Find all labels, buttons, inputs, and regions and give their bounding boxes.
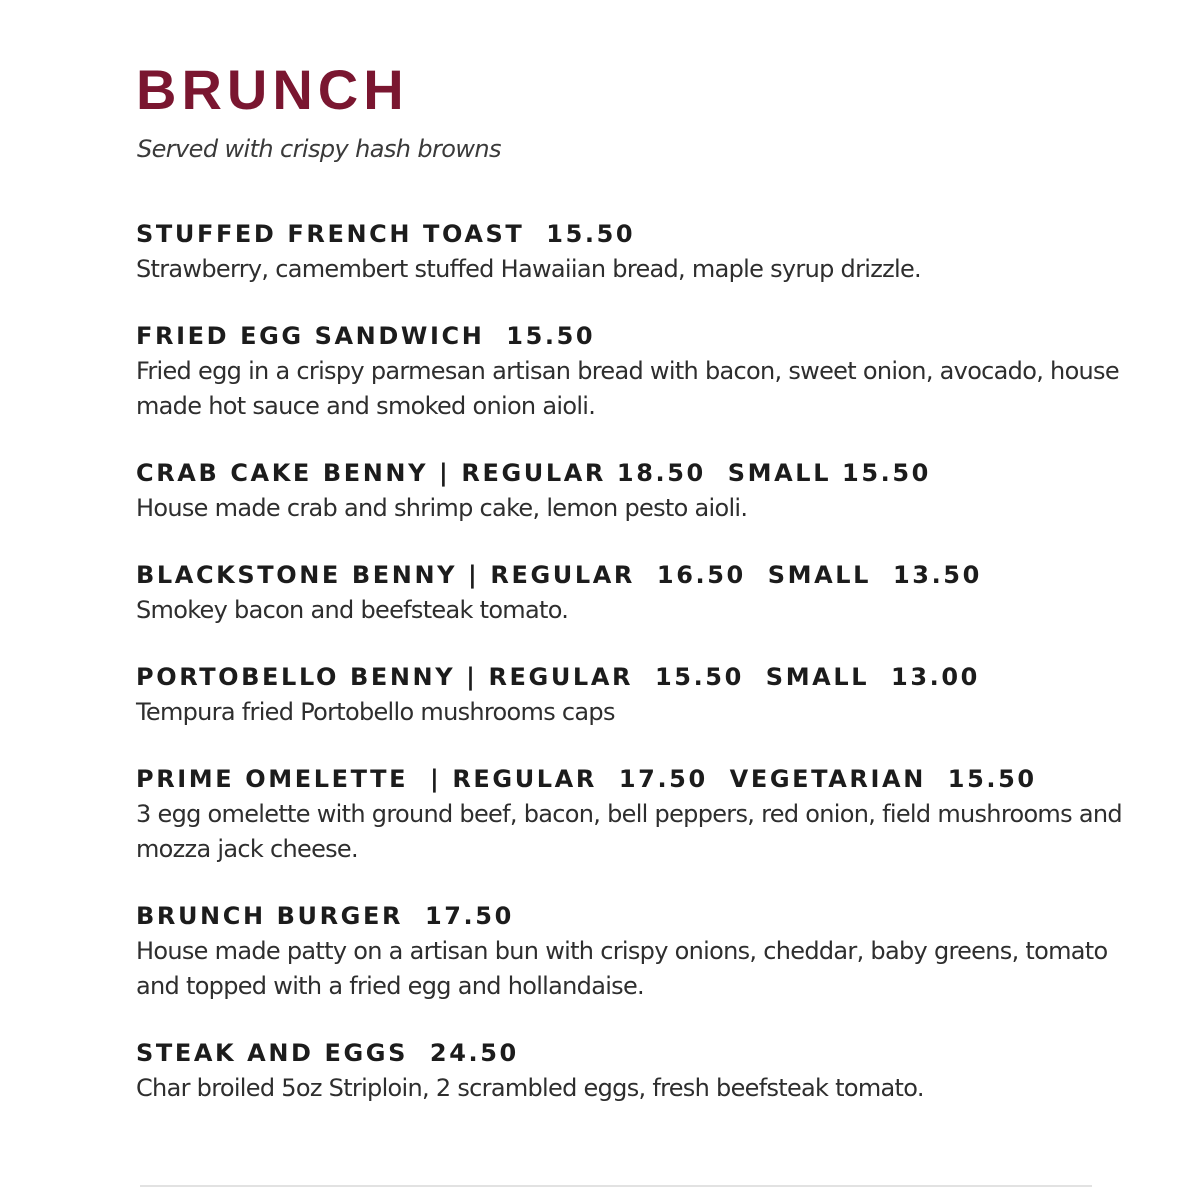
- menu-item: [136, 318, 1136, 424]
- brunch-menu: [136, 58, 1136, 1137]
- menu-item-heading: CRAB CAKE BENNY | REGULAR 18.50 SMALL 15.50: [136, 459, 931, 487]
- menu-item-list: [136, 216, 1136, 1106]
- menu-item-heading: FRIED EGG SANDWICH 15.50: [136, 322, 596, 350]
- menu-subtitle: Served with crispy hash browns: [137, 135, 501, 163]
- menu-item: [136, 557, 1136, 628]
- menu-item-description: Fried egg in a crispy parmesan artisan bread with bacon, sweet onion, avocado, house made hot sauce and smoked onion aioli.: [136, 357, 1119, 420]
- menu-item-description: House made patty on a artisan bun with crispy onions, cheddar, baby greens, tomato and topped with a fried egg and hollandaise.: [136, 937, 1108, 1000]
- menu-item-heading: STEAK AND EGGS 24.50: [136, 1039, 519, 1067]
- menu-item: [136, 455, 1136, 526]
- menu-item: [136, 1035, 1136, 1106]
- menu-item-heading: BLACKSTONE BENNY | REGULAR 16.50 SMALL 13.50: [136, 561, 982, 589]
- menu-item-description: Smokey bacon and beefsteak tomato.: [136, 596, 569, 624]
- menu-item: [136, 761, 1136, 867]
- menu-item-description: House made crab and shrimp cake, lemon pesto aioli.: [136, 494, 748, 522]
- menu-item: [136, 659, 1136, 730]
- bottom-divider: [140, 1185, 1092, 1187]
- menu-item-heading: STUFFED FRENCH TOAST 15.50: [136, 220, 636, 248]
- menu-item-heading: PRIME OMELETTE | REGULAR 17.50 VEGETARIAN 15.50: [136, 765, 1037, 793]
- menu-item-heading: BRUNCH BURGER 17.50: [136, 902, 514, 930]
- menu-item: [136, 216, 1136, 287]
- menu-item-description: Strawberry, camembert stuffed Hawaiian bread, maple syrup drizzle.: [136, 255, 921, 283]
- menu-item-description: Tempura fried Portobello mushrooms caps: [136, 698, 615, 726]
- menu-item-heading: PORTOBELLO BENNY | REGULAR 15.50 SMALL 13.00: [136, 663, 980, 691]
- menu-item-description: Char broiled 5oz Striploin, 2 scrambled eggs, fresh beefsteak tomato.: [136, 1074, 924, 1102]
- menu-item: [136, 898, 1136, 1004]
- menu-item-description: 3 egg omelette with ground beef, bacon, bell peppers, red onion, field mushrooms and mozza jack cheese.: [136, 800, 1122, 863]
- menu-title: BRUNCH: [136, 58, 409, 121]
